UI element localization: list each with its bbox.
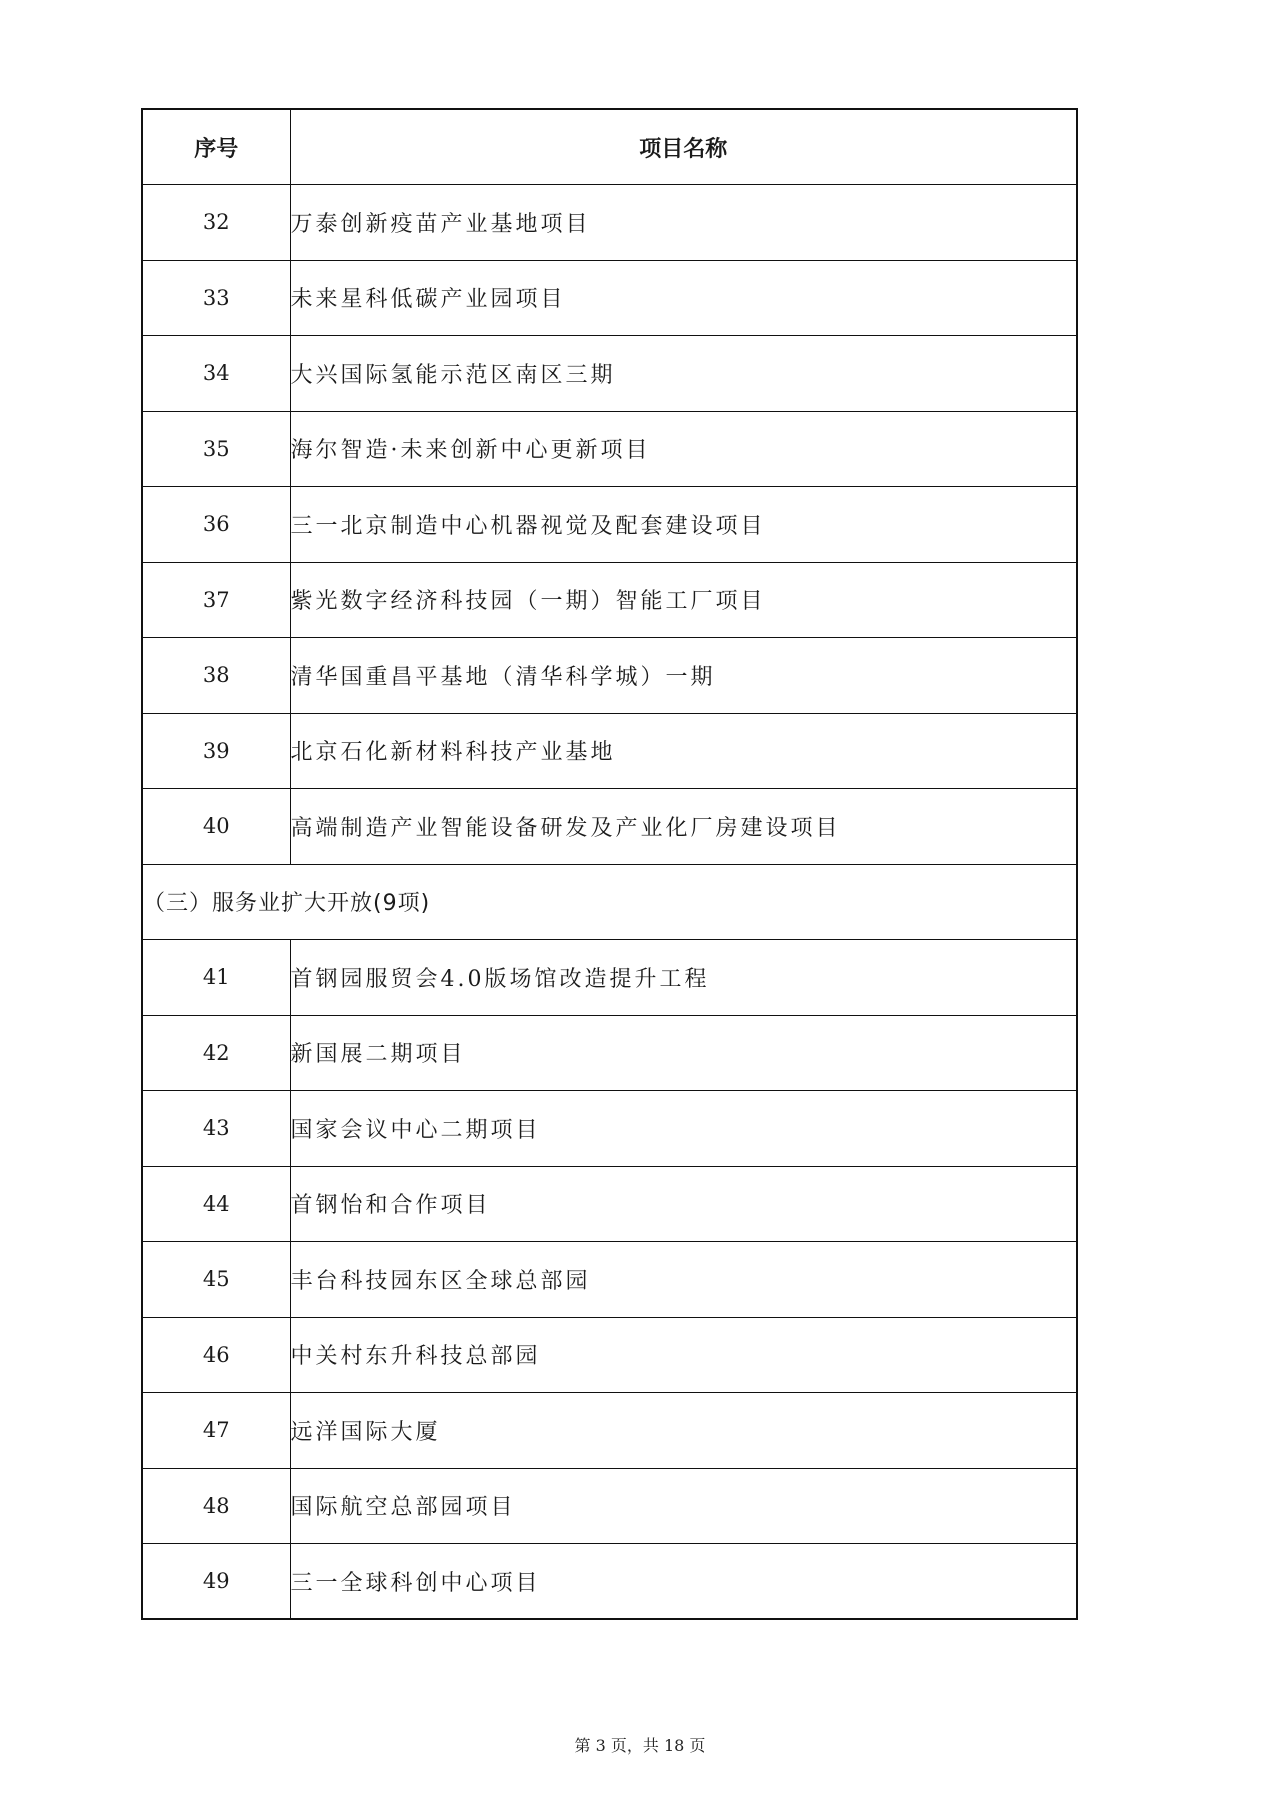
row-name: 清华国重昌平基地（清华科学城）一期 xyxy=(290,638,1077,714)
header-name: 项目名称 xyxy=(290,109,1077,185)
row-seq: 42 xyxy=(142,1015,290,1091)
row-seq: 46 xyxy=(142,1317,290,1393)
section-row xyxy=(142,864,1077,940)
row-seq: 43 xyxy=(142,1091,290,1167)
row-name: 中关村东升科技总部园 xyxy=(290,1317,1077,1393)
table-row xyxy=(142,1015,1077,1091)
row-name: 新国展二期项目 xyxy=(290,1015,1077,1091)
table-row xyxy=(142,185,1077,261)
row-seq: 35 xyxy=(142,411,290,487)
row-seq: 44 xyxy=(142,1166,290,1242)
table-row xyxy=(142,562,1077,638)
row-name: 丰台科技园东区全球总部园 xyxy=(290,1242,1077,1318)
table-row xyxy=(142,1166,1077,1242)
page-number-footer: 第 3 页，共 18 页 xyxy=(574,1736,706,1755)
row-seq: 39 xyxy=(142,713,290,789)
row-seq: 40 xyxy=(142,789,290,865)
row-name: 未来星科低碳产业园项目 xyxy=(290,260,1077,336)
table-row xyxy=(142,487,1077,563)
row-seq: 33 xyxy=(142,260,290,336)
row-seq: 49 xyxy=(142,1544,290,1620)
row-seq: 48 xyxy=(142,1468,290,1544)
row-name: 万泰创新疫苗产业基地项目 xyxy=(290,185,1077,261)
table-header-row xyxy=(142,109,1077,185)
row-name: 首钢怡和合作项目 xyxy=(290,1166,1077,1242)
table-row xyxy=(142,1091,1077,1167)
row-name: 三一北京制造中心机器视觉及配套建设项目 xyxy=(290,487,1077,563)
table-row xyxy=(142,411,1077,487)
table-row xyxy=(142,940,1077,1016)
table-row xyxy=(142,1242,1077,1318)
table-row xyxy=(142,1468,1077,1544)
row-name: 高端制造产业智能设备研发及产业化厂房建设项目 xyxy=(290,789,1077,865)
row-seq: 32 xyxy=(142,185,290,261)
row-name: 北京石化新材料科技产业基地 xyxy=(290,713,1077,789)
header-seq: 序号 xyxy=(142,109,290,185)
row-seq: 41 xyxy=(142,940,290,1016)
row-name: 首钢园服贸会4.0版场馆改造提升工程 xyxy=(290,940,1077,1016)
table-row xyxy=(142,638,1077,714)
table-row xyxy=(142,1317,1077,1393)
project-table xyxy=(141,108,1078,1620)
section-heading: （三）服务业扩大开放(9项) xyxy=(142,864,1077,940)
row-name: 海尔智造·未来创新中心更新项目 xyxy=(290,411,1077,487)
row-seq: 37 xyxy=(142,562,290,638)
row-name: 国家会议中心二期项目 xyxy=(290,1091,1077,1167)
table-row xyxy=(142,1544,1077,1620)
row-name: 三一全球科创中心项目 xyxy=(290,1544,1077,1620)
table-row xyxy=(142,789,1077,865)
row-name: 国际航空总部园项目 xyxy=(290,1468,1077,1544)
row-seq: 34 xyxy=(142,336,290,412)
row-name: 大兴国际氢能示范区南区三期 xyxy=(290,336,1077,412)
row-seq: 36 xyxy=(142,487,290,563)
table-row xyxy=(142,1393,1077,1469)
row-seq: 38 xyxy=(142,638,290,714)
table-row xyxy=(142,713,1077,789)
row-seq: 47 xyxy=(142,1393,290,1469)
row-name: 远洋国际大厦 xyxy=(290,1393,1077,1469)
table-row xyxy=(142,336,1077,412)
table-row xyxy=(142,260,1077,336)
row-name: 紫光数字经济科技园（一期）智能工厂项目 xyxy=(290,562,1077,638)
row-seq: 45 xyxy=(142,1242,290,1318)
